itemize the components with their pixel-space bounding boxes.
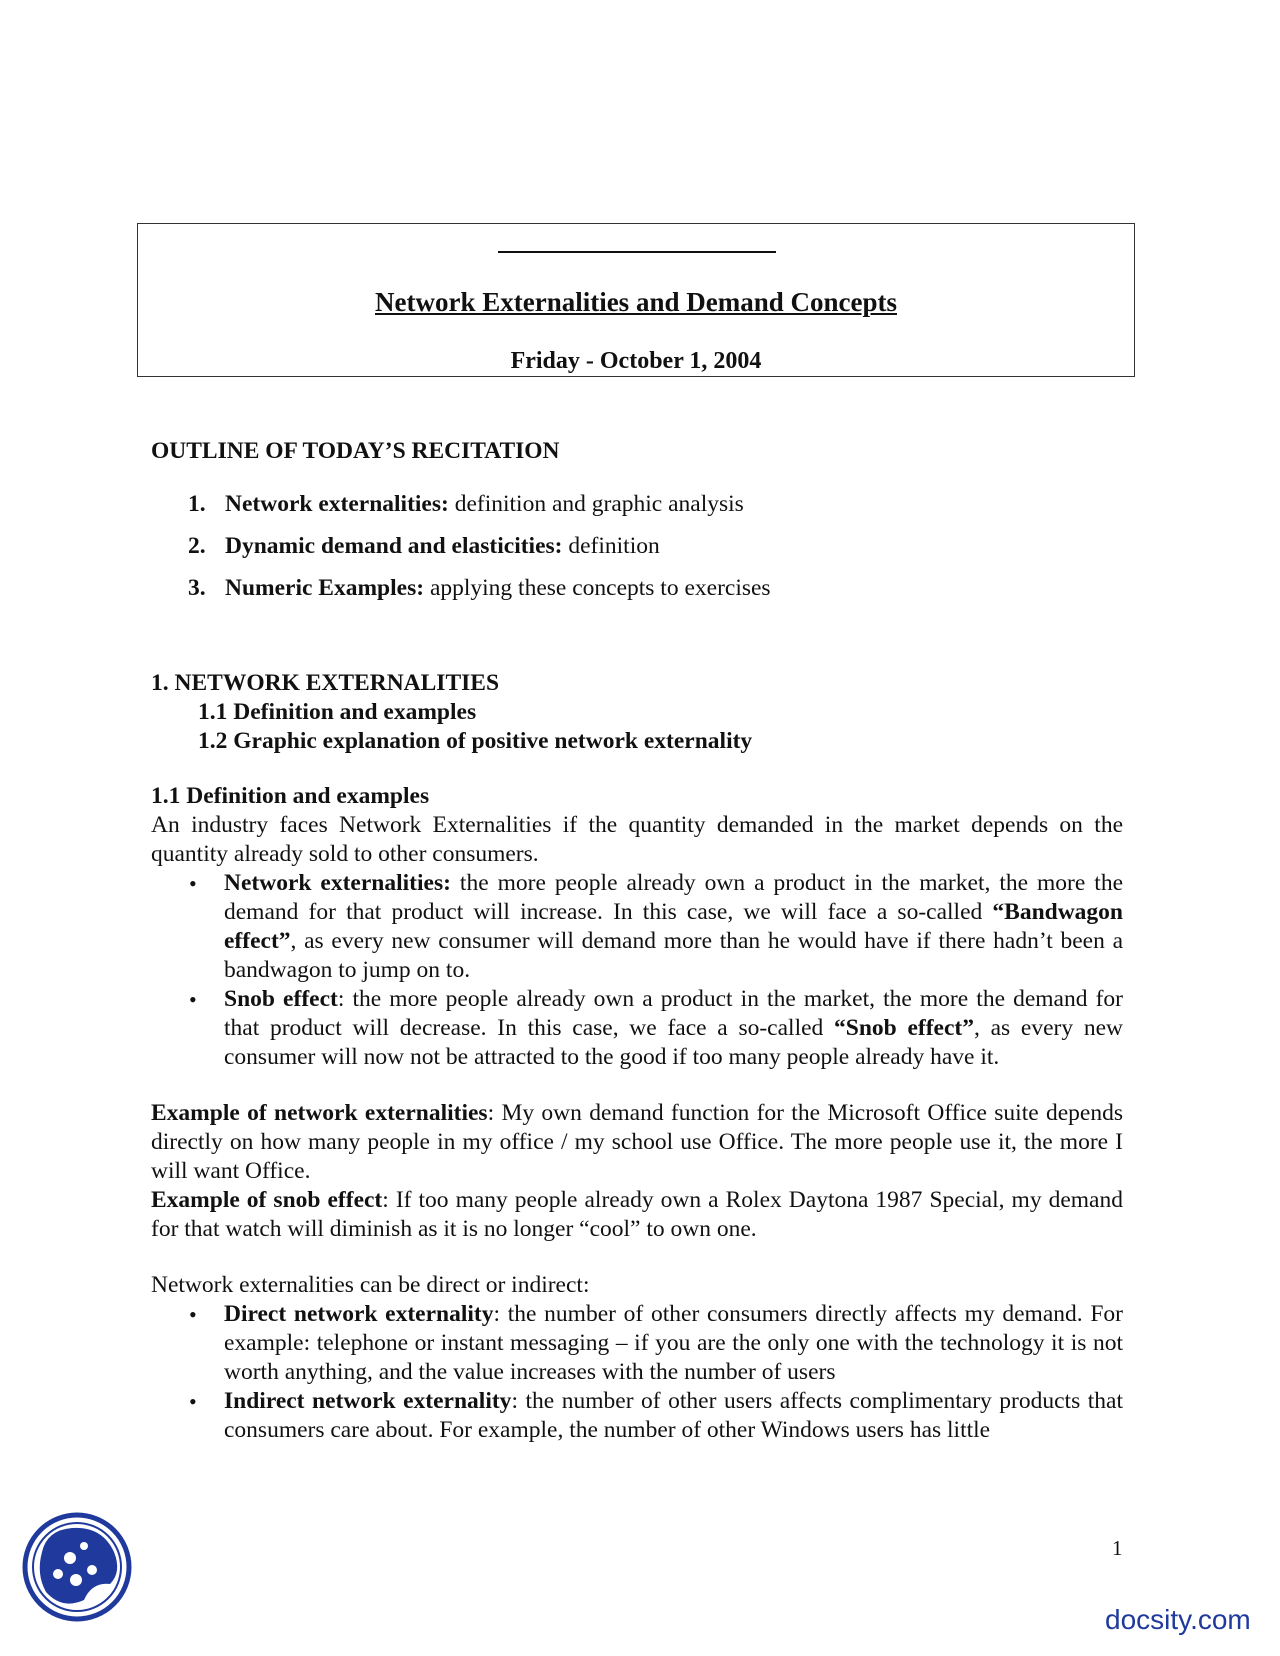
outline-item-number: 1. (188, 491, 206, 517)
text: : If too many people already own a Rolex Daytona 1987 Special, my demand for that watch will diminish as it is no longer “cool” to own one. (151, 1187, 1123, 1242)
outline-item-term: Numeric Examples: (225, 575, 425, 601)
list-item-direct (151, 1300, 1123, 1387)
title-rule (498, 251, 776, 253)
section-heading: 1. NETWORK EXTERNALITIES (151, 670, 500, 696)
effect-list (151, 869, 1123, 1072)
page-number: 1 (1112, 1536, 1123, 1560)
term-snob: “Snob effect” (834, 1015, 974, 1041)
types-intro: Network externalities can be direct or indirect: (151, 1272, 590, 1298)
term-bandwagon: “Bandwagon effect” (224, 899, 1123, 954)
term: Example of snob effect (151, 1187, 383, 1213)
document-title: Network Externalities and Demand Concepts (375, 287, 897, 317)
document-body (151, 437, 1123, 1445)
outline-item-term: Network externalities: (225, 491, 449, 517)
outline-item-desc: definition (562, 533, 660, 559)
title-box (137, 223, 1135, 377)
outline-item (188, 532, 1123, 561)
term: Example of network externalities (151, 1100, 488, 1126)
outline-item-desc: definition and graphic analysis (448, 491, 744, 517)
outline-item (188, 490, 1123, 519)
term: Indirect network externality (224, 1388, 512, 1414)
list-item-snob-effect (151, 985, 1123, 1072)
docsity-logo-icon[interactable] (22, 1512, 132, 1622)
list-item-network-externalities (151, 869, 1123, 985)
subsection-heading: 1.1 Definition and examples (198, 699, 477, 725)
outline-item-number: 3. (188, 575, 206, 601)
text: , as every new consumer will demand more than he would have if there hadn’t been a bandwagon to jump on to. (224, 928, 1123, 983)
example-snob-effect (151, 1186, 1123, 1244)
outline-item-desc: applying these concepts to exercises (424, 575, 771, 601)
outline-item-number: 2. (188, 533, 206, 559)
outline-item-term: Dynamic demand and elasticities: (225, 533, 563, 559)
definition-intro: An industry faces Network Externalities if the quantity demanded in the market depends on the quantity already sold to other consumers. (151, 812, 1123, 867)
section-1-toc (151, 669, 1123, 756)
brand-link[interactable]: docsity.com (1105, 1604, 1251, 1635)
text: : the number of other users affects complimentary products that consumers care about. For example, the number of other Windows users has little (224, 1388, 1123, 1443)
list-item-indirect (151, 1387, 1123, 1445)
outline-list (151, 490, 1123, 603)
text: : the more people already own a product in the market, the more the demand for that product will decrease. In this case, we face a so-called (224, 986, 1123, 1041)
example-network-externalities (151, 1099, 1123, 1186)
text: the more people already own a product in the market, the more the demand for that product will increase. In this case, we will face a so-called (224, 870, 1123, 925)
document-date: Friday - October 1, 2004 (510, 348, 762, 374)
definition-heading: 1.1 Definition and examples (151, 783, 430, 809)
subsection-heading: 1.2 Graphic explanation of positive network externality (198, 728, 753, 754)
text: : My own demand function for the Microsoft Office suite depends directly on how many people in my office / my school use Office. The more people use it, the more I will want Office. (151, 1100, 1124, 1184)
term: Direct network externality (224, 1301, 494, 1327)
outline-item (188, 574, 1123, 603)
term: Snob effect (224, 986, 338, 1012)
term: Network externalities: (224, 870, 451, 896)
types-list (151, 1300, 1123, 1445)
text: : the number of other consumers directly affects my demand. For example: telephone or instant messaging – if you are the only one with the technology it is not worth anything, and the value increases with the number of users (224, 1301, 1123, 1385)
text: , as every new consumer will now not be attracted to the good if too many people already have it. (224, 1015, 1123, 1070)
outline-heading: OUTLINE OF TODAY’S RECITATION (151, 438, 560, 464)
